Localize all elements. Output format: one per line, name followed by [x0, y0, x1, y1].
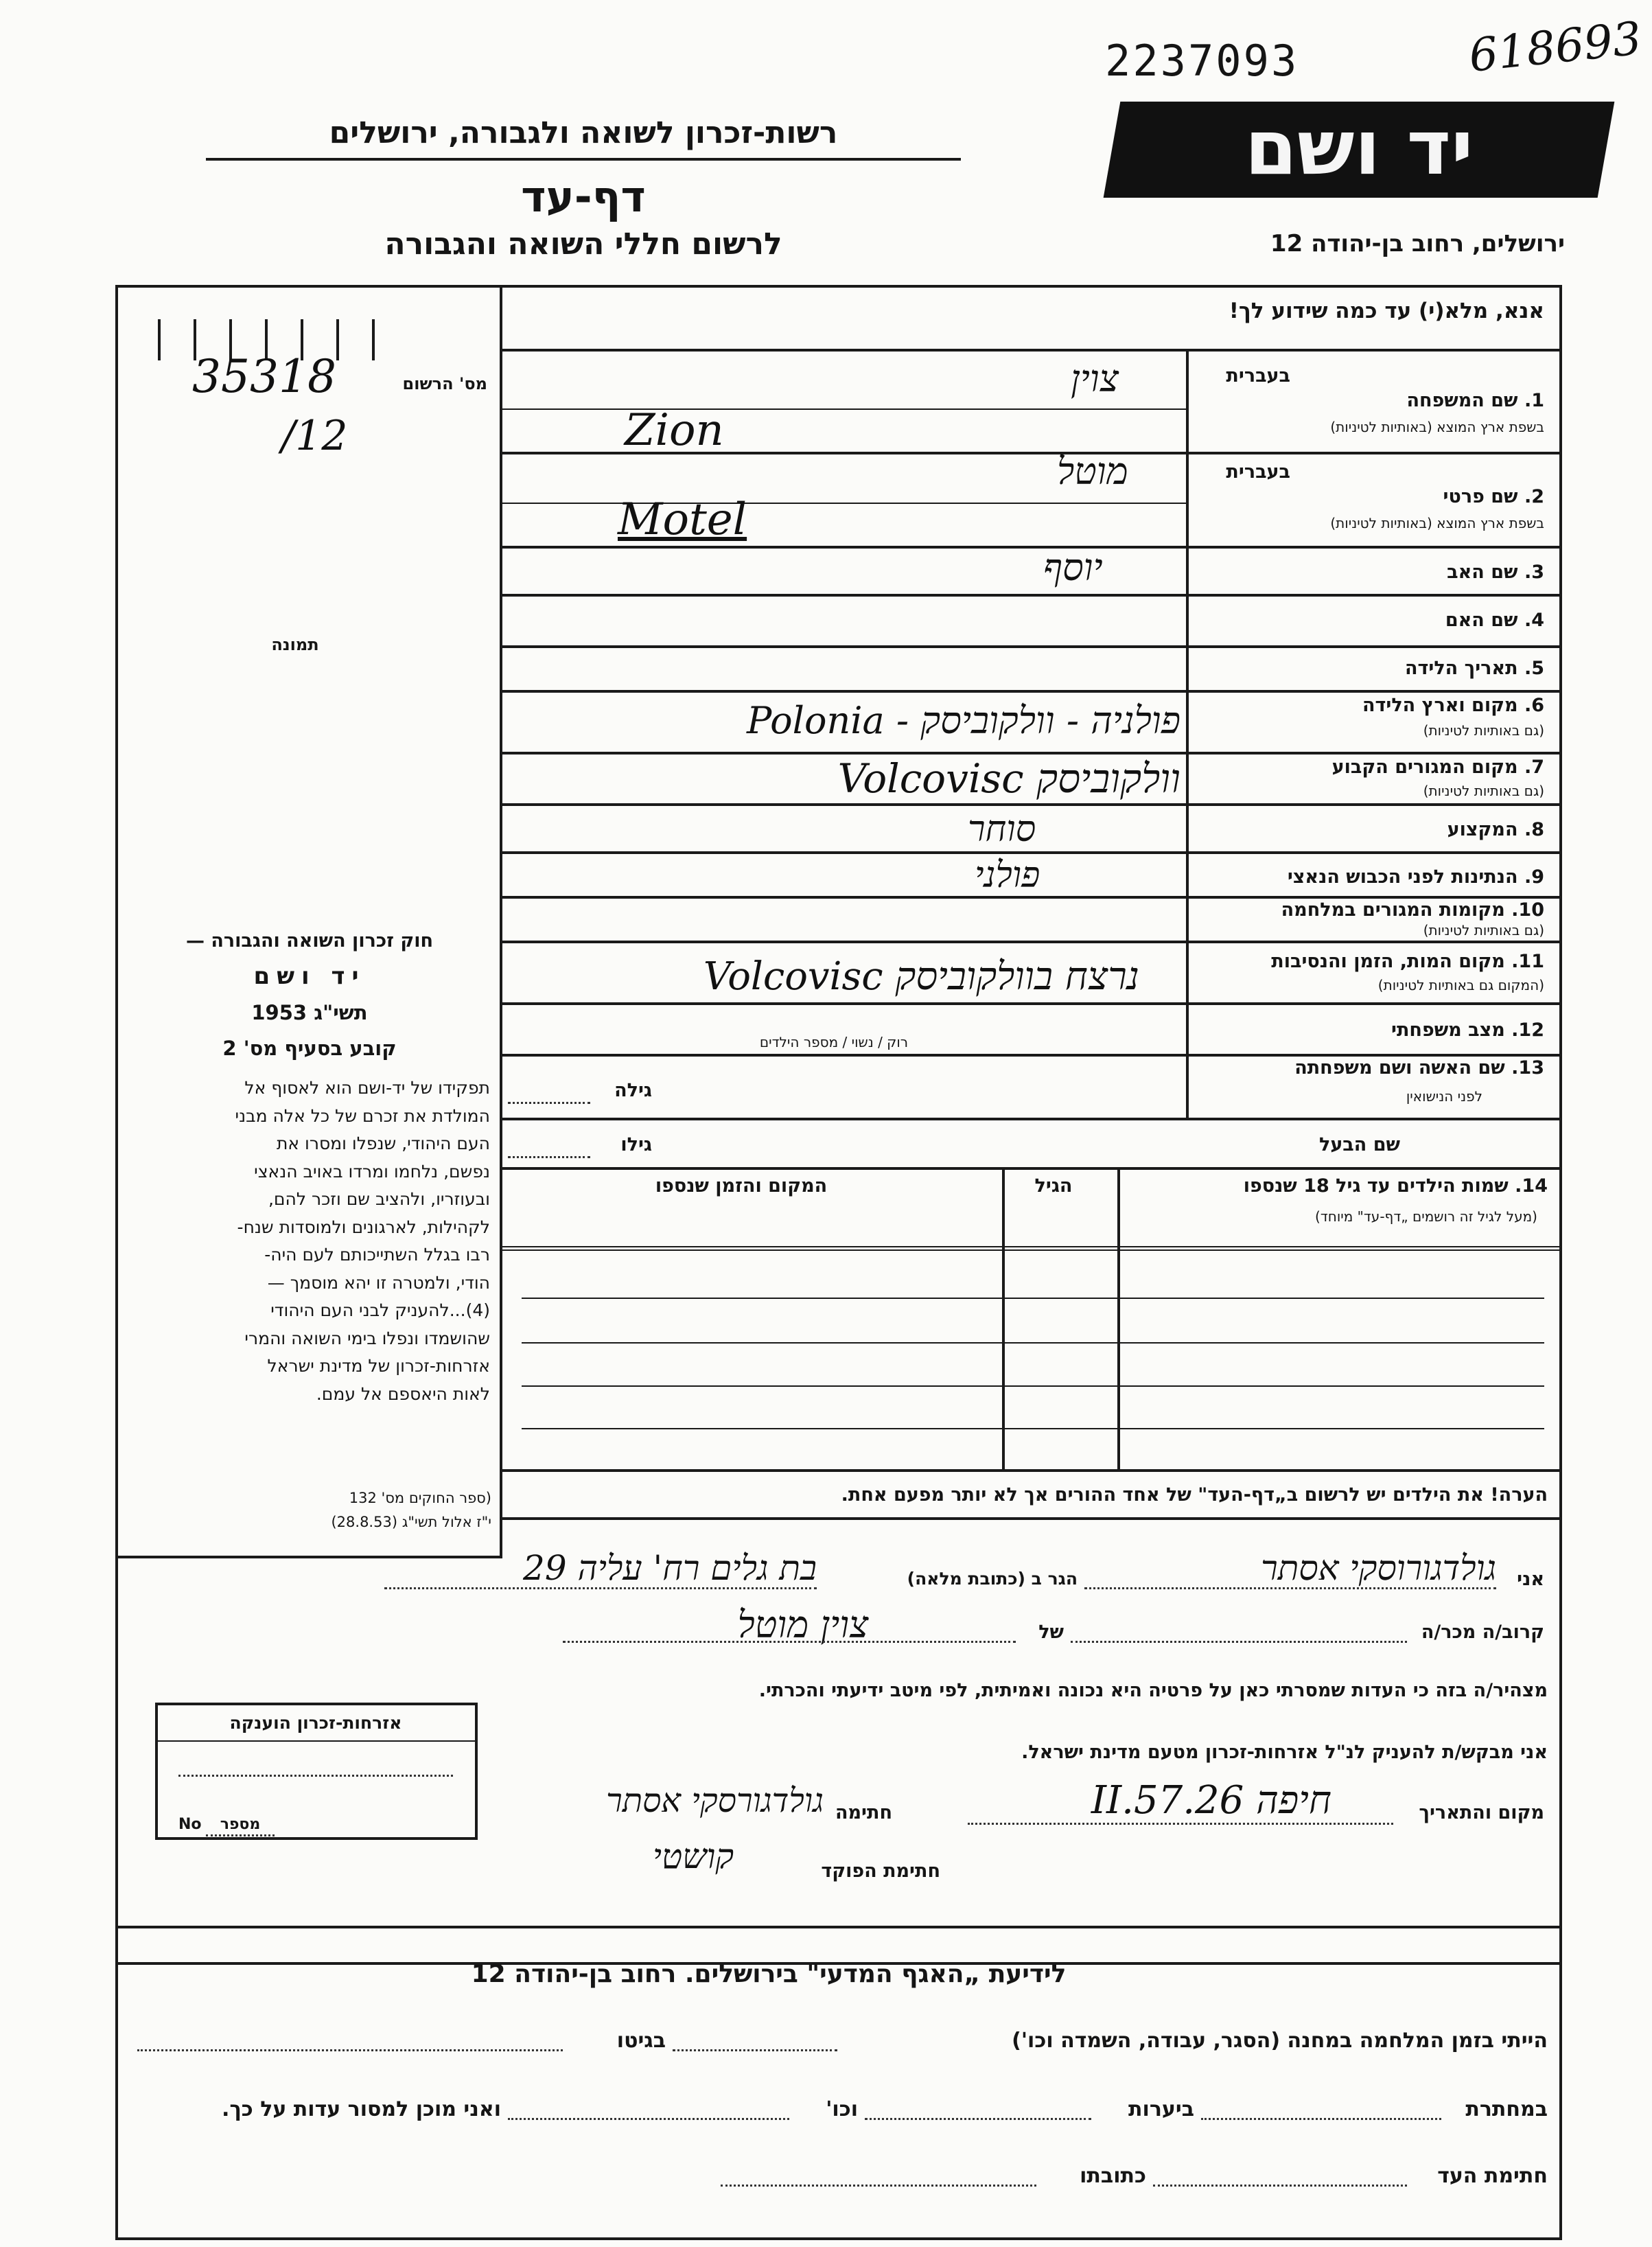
children-header	[1119, 1175, 1548, 1197]
remark: הערה! את הילדים יש לרשום ב„דף-העד" של אחד ההורים אך לא יותר מפעם אחת.	[841, 1484, 1548, 1506]
signature-value: גולדגורסקי אסתר	[606, 1782, 824, 1820]
children-col-divider-1	[1117, 1167, 1120, 1469]
form-title: דף-עד	[521, 172, 646, 222]
field-12-text: מצב משפחתי	[1391, 1019, 1505, 1041]
law-line: אזרחות-זכרון של מדינת ישראל	[267, 1356, 490, 1376]
field-13-text: שם האשה ושם משפחתה	[1294, 1057, 1505, 1079]
children-place-header: המקום והזמן שנספו	[655, 1175, 828, 1197]
field-13-note: לפני הנישואין	[1406, 1088, 1482, 1105]
law-line: לקהילות, לארגונים ולמוסדות שנח-	[237, 1217, 490, 1237]
field-6-note: (גם באותיות לטיניות)	[1423, 722, 1544, 739]
logo-text: יד ושם	[1244, 104, 1474, 192]
address-label: הגר ב (כתובת מלאה)	[907, 1569, 1078, 1589]
father-name-value: יוסף	[1043, 546, 1103, 589]
field-11-text: מקום המות, הזמן והנסיבות	[1271, 951, 1505, 972]
field-1-text: שם המשפחה	[1406, 390, 1518, 411]
nationality-value: פולני	[975, 855, 1040, 896]
footer-title: לידיעת „האגף המדעי" בירושלים. רחוב בן-יהודה 12	[471, 1960, 1067, 1988]
profession-value: סוחר	[968, 809, 1036, 850]
place-date-value: חיפה 26.II.57	[1091, 1778, 1332, 1823]
children-note: (מעל לגיל זה רושמים „דף-עד" מיוחד)	[1315, 1208, 1537, 1225]
law-ref-date: י"ז אלול תשי"ג (28.8.53)	[331, 1514, 491, 1530]
field-2-text: שם פרטי	[1443, 486, 1518, 507]
children-num: 14.	[1515, 1175, 1548, 1197]
place-date-label: מקום והתאריך	[1419, 1802, 1544, 1823]
law-line: רבו בגלל השתייכותם לעם היה-	[264, 1245, 490, 1265]
field-3-label	[1208, 562, 1544, 583]
signature-label: חתימה	[835, 1802, 892, 1823]
field-6-num: 6.	[1524, 695, 1544, 716]
firstname-hebrew-value: מוטל	[1057, 450, 1128, 493]
field-7-label	[1208, 757, 1544, 778]
birthplace-value: פולניה - וולקוביסק - Polonia	[747, 699, 1180, 742]
children-title: שמות הילדים עד גיל 18 שנספו	[1243, 1175, 1509, 1197]
tag-hebrew-1: בעברית	[1226, 365, 1290, 387]
declaration-i-label: אני	[1517, 1569, 1544, 1590]
declarant-name: גולדגורוסקי אסתר	[1261, 1548, 1496, 1588]
citizenship-box-title: אזרחות-זכרון הוענקה	[229, 1713, 402, 1733]
footer-line3-b: כתובתו	[1080, 2164, 1146, 2188]
field-4-label	[1208, 610, 1544, 631]
law-line: המולדת את זכרם של כל אלה מבני	[235, 1105, 490, 1126]
field-11-label	[1208, 951, 1544, 972]
of-label: של	[1038, 1622, 1064, 1643]
children-col-divider-2	[1002, 1167, 1005, 1469]
law-line: שהושמדו ונפלו בימי השואה והמרי	[244, 1328, 490, 1348]
law-line: (4)...להעניק לבני העם היהודי	[270, 1300, 490, 1320]
title-underline	[206, 158, 961, 161]
field-11-num: 11.	[1511, 951, 1544, 972]
field-10-note: (גם באותיות לטיניות)	[1423, 922, 1544, 938]
surname-latin-value: Zion	[625, 405, 724, 456]
field-1-num: 1.	[1524, 390, 1544, 411]
relation-label: קרוב/ה מכר/ה	[1421, 1622, 1544, 1643]
footer-line2-b: ביערות	[1128, 2097, 1194, 2121]
field-10-label	[1208, 899, 1544, 921]
request: אני מבקש/ת להעניק לנ"ל אזרחות-זכרון מטעם מדינת ישראל.	[1021, 1742, 1548, 1763]
field-6-label	[1208, 695, 1544, 716]
field-9-text: הנתינות לפני הכבוש הנאצי	[1287, 866, 1518, 888]
field-3-num: 3.	[1524, 562, 1544, 583]
footer-line3-a: חתימת העד	[1437, 2164, 1548, 2188]
stamp-number: 2237093	[1105, 36, 1299, 86]
footer-line1-a: הייתי בזמן המלחמה במחנה (הסגר, עבודה, השמדה וכו')	[1012, 2029, 1548, 2053]
law-ref: (ספר החוקים מס' 132	[349, 1490, 491, 1506]
statement: מצהיר/ה בזה כי העדות שמסרתי כאן על פרטיה היא נכונה ואמיתית, לפי מיטב ידיעתי והכרתי.	[758, 1680, 1548, 1701]
registration-label: מס' הרשום	[402, 374, 487, 393]
institution-name: רשות-זכרון לשואה ולגבורה, ירושלים	[329, 115, 838, 150]
law-line: לאות היאספם אל עמם.	[316, 1383, 490, 1404]
field-10-num: 10.	[1511, 899, 1544, 921]
side-panel-border	[500, 285, 502, 1558]
field-5-label	[1208, 658, 1544, 679]
field-11-note: (המקום גם באותיות לטיניות)	[1377, 977, 1544, 993]
photo-label: תמונה	[271, 635, 319, 654]
husband-label: שם הבעל	[1318, 1134, 1400, 1155]
citizenship-box-no: No	[178, 1816, 202, 1833]
field-13-label	[1208, 1057, 1544, 1079]
field-10-text: מקומות המגורים במלחמה	[1281, 899, 1505, 921]
field-5-text: תאריך הלידה	[1404, 658, 1518, 679]
field-8-text: המקצוע	[1447, 819, 1518, 840]
handwritten-number: 618693	[1466, 12, 1644, 82]
form-subtitle: לרשום חללי השואה והגבורה	[384, 227, 782, 262]
field-5-num: 5.	[1524, 658, 1544, 679]
registration-number: 35318	[192, 350, 336, 403]
law-text	[126, 1074, 490, 1408]
officer-signature: קושטי	[652, 1836, 734, 1876]
footer-line2-d: ואני מוכן למסור עדות על כך.	[222, 2097, 501, 2121]
field-6-text: מקום וארץ הלידה	[1362, 695, 1518, 716]
field-1-latin-tag: בשפת ארץ המוצא (באותיות לטיניות)	[1330, 419, 1544, 435]
address: ירושלים, רחוב בן-יהודה 12	[1270, 230, 1565, 257]
husband-age-label: גילו	[620, 1134, 652, 1155]
citizenship-box-number-label: מספר	[220, 1816, 261, 1833]
field-9-label	[1208, 866, 1544, 888]
law-line: העם היהודי, שנפלו ומסרו את	[276, 1133, 490, 1153]
field-12-label	[1208, 1019, 1544, 1041]
declarant-address: בת גלים רח' עליה 29	[523, 1548, 817, 1588]
death-place-value: נרצח בוולקוביסק Volcovisc	[703, 954, 1139, 999]
field-12-hint: רוק / נשוי / מספר הילדים	[759, 1034, 909, 1050]
footer-line1-b: בגיטו	[616, 2029, 666, 2053]
law-name: יד ושם	[253, 963, 366, 990]
field-2-label	[1208, 486, 1544, 507]
field-8-label	[1208, 819, 1544, 840]
officer-label: חתימת הפוקד	[821, 1860, 940, 1882]
children-age-header: הגיל	[1034, 1175, 1073, 1197]
field-2-num: 2.	[1524, 486, 1544, 507]
footer-line2-a: במחתרת	[1465, 2097, 1548, 2121]
law-line: נפשם, נלחמו ומרדו באויב הנאצי	[254, 1161, 490, 1182]
field-7-text: מקום המגורים הקבוע	[1331, 757, 1518, 778]
field-8-num: 8.	[1524, 819, 1544, 840]
field-3-text: שם האב	[1447, 562, 1518, 583]
law-line: הודי, ולמטרה זו יהא מוסמך —	[267, 1272, 490, 1293]
residence-value: וולקוביסק Volcovisc	[837, 755, 1180, 802]
field-4-num: 4.	[1524, 610, 1544, 631]
firstname-latin-value: Motel	[618, 494, 747, 545]
field-2-latin-tag: בשפת ארץ המוצא (באותיות לטיניות)	[1330, 515, 1544, 531]
field-7-num: 7.	[1524, 757, 1544, 778]
footer-line2-c: וכו'	[826, 2097, 858, 2121]
wife-age-label: גילה	[614, 1080, 652, 1101]
law-line: ובעוזריו, ולהציב שם וזכר להם,	[268, 1189, 490, 1209]
field-7-note: (גם באותיות לטיניות)	[1423, 783, 1544, 799]
surname-hebrew-value: צוין	[1071, 357, 1119, 400]
wife-age-line	[508, 1102, 590, 1104]
instruction: אנא, מלא(י) עד כמה שידוע לך!	[1229, 299, 1544, 323]
relative-name: צוין מוטל	[737, 1603, 869, 1646]
field-9-num: 9.	[1524, 866, 1544, 888]
law-line: תפקידו של יד-ושם הוא לאסוף אל	[244, 1078, 490, 1098]
field-13-num: 13.	[1511, 1057, 1544, 1079]
field-4-text: שם האם	[1445, 610, 1518, 631]
husband-age-line	[508, 1156, 590, 1158]
law-title: חוק זכרון השואה והגבורה —	[185, 930, 434, 952]
tag-hebrew-2: בעברית	[1226, 461, 1290, 483]
instruction-divider	[500, 349, 1562, 352]
field-1-label	[1208, 390, 1544, 411]
field-12-num: 12.	[1511, 1019, 1544, 1041]
registration-sub: /12	[281, 412, 348, 460]
law-year: תשי"ג 1953	[251, 1001, 368, 1024]
law-clause: קובע בסעיף מס' 2	[222, 1037, 397, 1060]
